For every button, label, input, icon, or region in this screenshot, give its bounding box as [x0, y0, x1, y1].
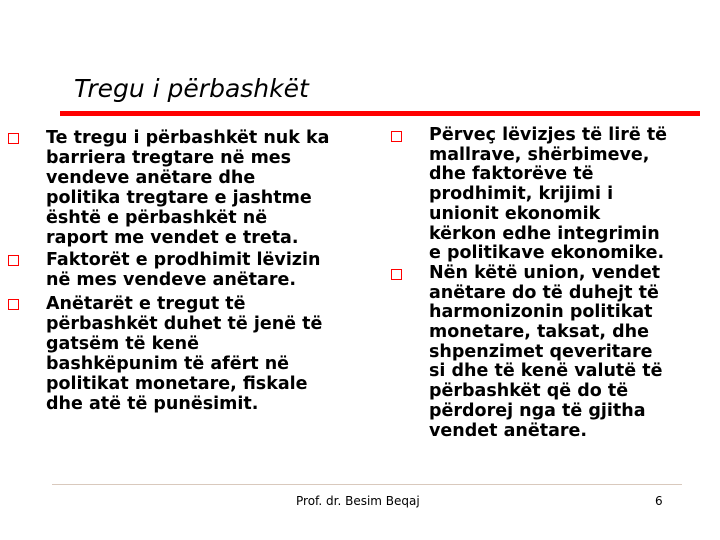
footer-author: Prof. dr. Besim Beqaj	[296, 494, 420, 508]
bullet-line: e politikave ekonomike.	[429, 243, 665, 264]
bullet-line: përbashkët që do të	[429, 381, 629, 402]
square-bullet-icon	[8, 299, 19, 310]
bullet-line: Te tregu i përbashkët nuk ka	[46, 128, 330, 148]
bullet-line: Anëtarët e tregut të	[46, 294, 246, 314]
bullet-line: është e përbashkët në	[46, 208, 268, 228]
bullet-line: politikat monetare, fiskale	[46, 374, 308, 394]
bullet-line: shpenzimet qeveritare	[429, 341, 653, 362]
bullet-line: si dhe të kenë valutë të	[429, 361, 663, 382]
bullet-line: prodhimit, krijimi i	[429, 184, 614, 205]
footer-divider	[52, 484, 682, 485]
bullet-line: monetare, taksat, dhe	[429, 322, 649, 343]
bullet-line: anëtare do të duhejt të	[429, 282, 659, 303]
bullet-item	[389, 126, 715, 264]
bullet-line: bashkëpunim të afërt në	[46, 354, 290, 374]
square-bullet-icon	[391, 269, 402, 280]
bullet-line: përdorej nga të gjitha	[429, 400, 646, 421]
bullet-line: mallrave, shërbimeve,	[429, 144, 650, 165]
title-underline	[60, 111, 700, 116]
bullet-line: gatsëm të kenë	[46, 334, 200, 354]
square-bullet-icon	[8, 255, 19, 266]
slide-title: Tregu i përbashkët	[74, 74, 309, 103]
page-number: 6	[655, 494, 663, 508]
left-column	[4, 128, 388, 414]
bullet-line: në mes vendeve anëtare.	[46, 270, 296, 290]
bullet-line: dhe atë të punësimit.	[46, 394, 259, 414]
bullet-line: barriera tregtare në mes	[46, 148, 292, 168]
bullet-line: Përveç lëvizjes të lirë të	[429, 125, 668, 145]
bullet-line: Faktorët e prodhimit lëvizin	[46, 250, 321, 270]
bullet-line: vendeve anëtare dhe	[46, 168, 256, 188]
bullet-line: Nën këtë union, vendet	[429, 262, 661, 283]
bullet-line: politika tregtare e jashtme	[46, 188, 312, 208]
bullet-line: harmonizonin politikat	[429, 302, 653, 323]
bullet-line: dhe faktorëve të	[429, 164, 594, 185]
bullet-line: vendet anëtare.	[429, 420, 588, 441]
bullet-item	[389, 264, 715, 441]
bullet-item	[4, 250, 388, 290]
bullet-item	[4, 294, 388, 414]
square-bullet-icon	[391, 131, 402, 142]
bullet-line: përbashkët duhet të jenë të	[46, 314, 323, 334]
bullet-line: raport me vendet e treta.	[46, 228, 299, 248]
square-bullet-icon	[8, 133, 19, 144]
bullet-line: unionit ekonomik	[429, 203, 601, 224]
right-column	[389, 126, 715, 441]
bullet-line: kërkon edhe integrimin	[429, 223, 660, 244]
bullet-item	[4, 128, 388, 248]
